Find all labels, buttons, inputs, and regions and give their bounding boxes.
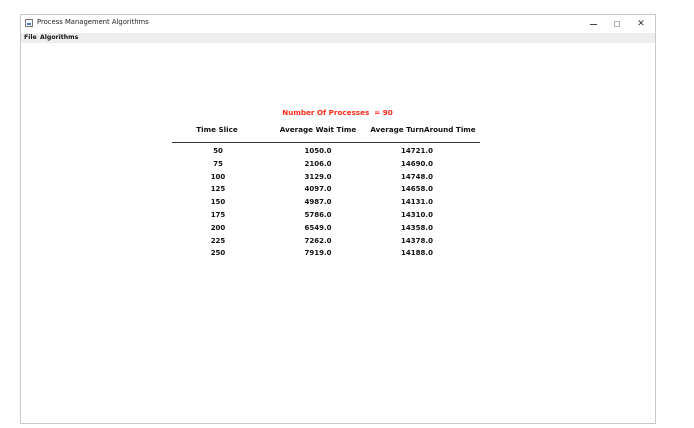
cell-turnaround-time: 14358.0 xyxy=(401,223,433,232)
cell-time-slice: 100 xyxy=(210,172,226,181)
cell-turnaround-time: 14658.0 xyxy=(401,185,433,194)
table-row xyxy=(21,224,655,237)
header-time-slice: Time Slice xyxy=(196,125,238,134)
table-row xyxy=(21,237,655,250)
cell-time-slice: 75 xyxy=(213,159,223,168)
table-row xyxy=(21,147,655,160)
table-row xyxy=(21,211,655,224)
cell-time-slice: 200 xyxy=(210,223,226,232)
java-app-icon xyxy=(25,19,33,27)
header-divider xyxy=(172,142,480,143)
cell-turnaround-time: 14131.0 xyxy=(401,198,433,207)
cell-wait-time: 7919.0 xyxy=(304,249,332,258)
table-row xyxy=(21,185,655,198)
cell-wait-time: 4097.0 xyxy=(304,185,332,194)
cell-turnaround-time: 14721.0 xyxy=(401,147,433,155)
menu-bar xyxy=(21,33,655,43)
process-count-heading xyxy=(21,99,655,126)
close-icon: ✕ xyxy=(637,18,645,29)
cell-wait-time: 3129.0 xyxy=(304,172,332,181)
results-table xyxy=(21,147,655,262)
cell-turnaround-time: 14310.0 xyxy=(401,210,433,219)
header-average-turnaround-time: Average TurnAround Time xyxy=(370,125,476,134)
cell-wait-time: 7262.0 xyxy=(304,236,332,245)
minimize-icon xyxy=(590,24,597,25)
cell-turnaround-time: 14378.0 xyxy=(401,236,433,245)
menu-algorithms[interactable]: Algorithms xyxy=(40,34,79,41)
cell-time-slice: 250 xyxy=(210,249,226,258)
cell-wait-time: 6549.0 xyxy=(304,223,332,232)
cell-wait-time: 1050.0 xyxy=(304,147,332,155)
cell-time-slice: 175 xyxy=(210,210,226,219)
table-row xyxy=(21,160,655,173)
cell-wait-time: 4987.0 xyxy=(304,198,332,207)
cell-time-slice: 125 xyxy=(210,185,226,194)
table-row xyxy=(21,198,655,211)
main-panel xyxy=(21,43,655,423)
app-window xyxy=(20,14,656,424)
cell-time-slice: 50 xyxy=(213,147,223,155)
close-button[interactable] xyxy=(629,15,653,33)
cell-wait-time: 2106.0 xyxy=(304,159,332,168)
window-title: Process Management Algorithms xyxy=(37,18,149,26)
maximize-button[interactable] xyxy=(605,15,629,33)
cell-wait-time: 5786.0 xyxy=(304,210,332,219)
title-bar[interactable] xyxy=(21,15,655,33)
cell-time-slice: 150 xyxy=(210,198,226,207)
cell-turnaround-time: 14188.0 xyxy=(401,249,433,258)
process-count-label: Number Of Processes = 90 xyxy=(282,108,393,117)
menu-file[interactable]: File xyxy=(24,34,37,41)
maximize-icon xyxy=(614,21,620,27)
cell-turnaround-time: 14748.0 xyxy=(401,172,433,181)
cell-turnaround-time: 14690.0 xyxy=(401,159,433,168)
minimize-button[interactable] xyxy=(581,15,605,33)
table-row xyxy=(21,173,655,186)
cell-time-slice: 225 xyxy=(210,236,226,245)
table-row xyxy=(21,249,655,262)
header-average-wait-time: Average Wait Time xyxy=(279,125,357,134)
